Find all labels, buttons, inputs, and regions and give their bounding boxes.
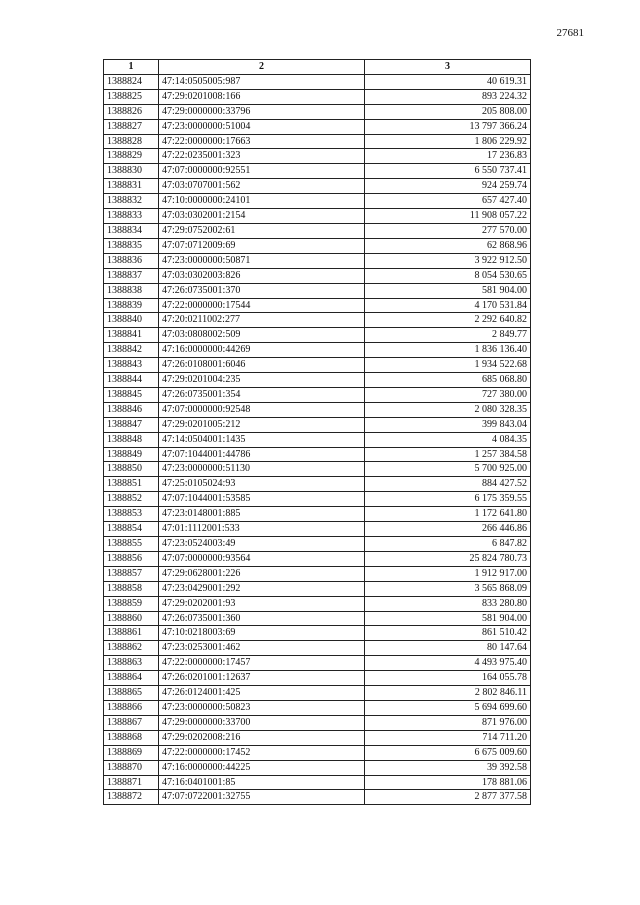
row-number-cell: 1388851	[104, 477, 159, 492]
table-row	[104, 194, 531, 209]
cadastral-number-cell: 47:25:0105024:93	[159, 477, 365, 492]
table-row	[104, 522, 531, 537]
table-row	[104, 566, 531, 581]
row-number-cell: 1388830	[104, 164, 159, 179]
value-cell: 1 806 229.92	[365, 134, 531, 149]
column-header-3: 3	[365, 60, 531, 75]
cadastral-number-cell: 47:10:0000000:24101	[159, 194, 365, 209]
table-row	[104, 119, 531, 134]
cadastral-number-cell: 47:07:0000000:93564	[159, 551, 365, 566]
value-cell: 893 224.32	[365, 89, 531, 104]
cadastral-number-cell: 47:29:0000000:33700	[159, 715, 365, 730]
table-row	[104, 104, 531, 119]
row-number-cell: 1388837	[104, 268, 159, 283]
cadastral-number-cell: 47:22:0000000:17663	[159, 134, 365, 149]
value-cell: 714 711.20	[365, 730, 531, 745]
table-row	[104, 313, 531, 328]
value-cell: 25 824 780.73	[365, 551, 531, 566]
cadastral-number-cell: 47:29:0202008:216	[159, 730, 365, 745]
row-number-cell: 1388866	[104, 700, 159, 715]
table-header	[104, 60, 531, 75]
value-cell: 6 675 009.60	[365, 745, 531, 760]
table-row	[104, 686, 531, 701]
cadastral-number-cell: 47:07:1044001:44786	[159, 447, 365, 462]
table-row	[104, 223, 531, 238]
row-number-cell: 1388872	[104, 790, 159, 805]
row-number-cell: 1388845	[104, 387, 159, 402]
cadastral-number-cell: 47:26:0201001:12637	[159, 671, 365, 686]
table-row	[104, 745, 531, 760]
column-header-1: 1	[104, 60, 159, 75]
row-number-cell: 1388865	[104, 686, 159, 701]
value-cell: 4 084.35	[365, 432, 531, 447]
cadastral-number-cell: 47:03:0302003:826	[159, 268, 365, 283]
table-row	[104, 760, 531, 775]
table-row	[104, 477, 531, 492]
row-number-cell: 1388840	[104, 313, 159, 328]
cadastral-number-cell: 47:23:0148001:885	[159, 507, 365, 522]
value-cell: 2 292 640.82	[365, 313, 531, 328]
cadastral-number-cell: 47:07:0712009:69	[159, 238, 365, 253]
value-cell: 685 068.80	[365, 373, 531, 388]
table-row	[104, 373, 531, 388]
cadastral-number-cell: 47:29:0000000:33796	[159, 104, 365, 119]
value-cell: 4 170 531.84	[365, 298, 531, 313]
table-row	[104, 626, 531, 641]
row-number-cell: 1388834	[104, 223, 159, 238]
row-number-cell: 1388867	[104, 715, 159, 730]
cadastral-number-cell: 47:26:0735001:370	[159, 283, 365, 298]
row-number-cell: 1388860	[104, 611, 159, 626]
row-number-cell: 1388827	[104, 119, 159, 134]
table-row	[104, 730, 531, 745]
table-row	[104, 298, 531, 313]
table-row	[104, 700, 531, 715]
row-number-cell: 1388825	[104, 89, 159, 104]
row-number-cell: 1388836	[104, 253, 159, 268]
value-cell: 1 934 522.68	[365, 358, 531, 373]
table-body	[104, 74, 531, 804]
row-number-cell: 1388832	[104, 194, 159, 209]
table-row	[104, 343, 531, 358]
cadastral-number-cell: 47:16:0000000:44225	[159, 760, 365, 775]
value-cell: 5 694 699.60	[365, 700, 531, 715]
table-row	[104, 283, 531, 298]
table-row	[104, 358, 531, 373]
cadastral-number-cell: 47:20:0211002:277	[159, 313, 365, 328]
cadastral-number-cell: 47:16:0401001:85	[159, 775, 365, 790]
table-row	[104, 462, 531, 477]
table-row	[104, 790, 531, 805]
value-cell: 2 849.77	[365, 328, 531, 343]
row-number-cell: 1388859	[104, 596, 159, 611]
row-number-cell: 1388862	[104, 641, 159, 656]
row-number-cell: 1388824	[104, 74, 159, 89]
cadastral-number-cell: 47:23:0000000:51004	[159, 119, 365, 134]
row-number-cell: 1388856	[104, 551, 159, 566]
cadastral-number-cell: 47:22:0000000:17457	[159, 656, 365, 671]
value-cell: 205 808.00	[365, 104, 531, 119]
table-row	[104, 417, 531, 432]
row-number-cell: 1388826	[104, 104, 159, 119]
value-cell: 657 427.40	[365, 194, 531, 209]
value-cell: 2 877 377.58	[365, 790, 531, 805]
cadastral-number-cell: 47:26:0735001:354	[159, 387, 365, 402]
table-row	[104, 551, 531, 566]
table-row	[104, 492, 531, 507]
table-row	[104, 179, 531, 194]
value-cell: 6 175 359.55	[365, 492, 531, 507]
value-cell: 266 446.86	[365, 522, 531, 537]
value-cell: 1 172 641.80	[365, 507, 531, 522]
table-row	[104, 149, 531, 164]
value-cell: 924 259.74	[365, 179, 531, 194]
table-row	[104, 671, 531, 686]
row-number-cell: 1388828	[104, 134, 159, 149]
row-number-cell: 1388848	[104, 432, 159, 447]
value-cell: 1 912 917.00	[365, 566, 531, 581]
row-number-cell: 1388854	[104, 522, 159, 537]
cadastral-number-cell: 47:07:0722001:32755	[159, 790, 365, 805]
cadastral-number-cell: 47:23:0000000:50871	[159, 253, 365, 268]
cadastral-number-cell: 47:29:0201004:235	[159, 373, 365, 388]
value-cell: 8 054 530.65	[365, 268, 531, 283]
row-number-cell: 1388868	[104, 730, 159, 745]
table-row	[104, 432, 531, 447]
table-row	[104, 447, 531, 462]
value-cell: 11 908 057.22	[365, 209, 531, 224]
table-row	[104, 268, 531, 283]
cadastral-number-cell: 47:29:0201005:212	[159, 417, 365, 432]
value-cell: 13 797 366.24	[365, 119, 531, 134]
table-row	[104, 74, 531, 89]
row-number-cell: 1388869	[104, 745, 159, 760]
value-cell: 1 836 136.40	[365, 343, 531, 358]
table-row	[104, 387, 531, 402]
row-number-cell: 1388833	[104, 209, 159, 224]
value-cell: 80 147.64	[365, 641, 531, 656]
value-cell: 727 380.00	[365, 387, 531, 402]
row-number-cell: 1388852	[104, 492, 159, 507]
value-cell: 39 392.58	[365, 760, 531, 775]
table-row	[104, 89, 531, 104]
row-number-cell: 1388844	[104, 373, 159, 388]
registry-table	[103, 59, 531, 805]
row-number-cell: 1388829	[104, 149, 159, 164]
table-row	[104, 402, 531, 417]
row-number-cell: 1388853	[104, 507, 159, 522]
cadastral-number-cell: 47:29:0752002:61	[159, 223, 365, 238]
cadastral-number-cell: 47:01:1112001:533	[159, 522, 365, 537]
cadastral-number-cell: 47:26:0735001:360	[159, 611, 365, 626]
value-cell: 178 881.06	[365, 775, 531, 790]
row-number-cell: 1388855	[104, 537, 159, 552]
cadastral-number-cell: 47:03:0707001:562	[159, 179, 365, 194]
value-cell: 40 619.31	[365, 74, 531, 89]
table-row	[104, 611, 531, 626]
row-number-cell: 1388864	[104, 671, 159, 686]
table-row	[104, 238, 531, 253]
value-cell: 581 904.00	[365, 283, 531, 298]
row-number-cell: 1388841	[104, 328, 159, 343]
cadastral-number-cell: 47:22:0000000:17452	[159, 745, 365, 760]
value-cell: 6 847.82	[365, 537, 531, 552]
value-cell: 861 510.42	[365, 626, 531, 641]
row-number-cell: 1388842	[104, 343, 159, 358]
row-number-cell: 1388838	[104, 283, 159, 298]
table-row	[104, 537, 531, 552]
value-cell: 62 868.96	[365, 238, 531, 253]
value-cell: 884 427.52	[365, 477, 531, 492]
value-cell: 17 236.83	[365, 149, 531, 164]
cadastral-number-cell: 47:14:0504001:1435	[159, 432, 365, 447]
table-row	[104, 641, 531, 656]
table-row	[104, 134, 531, 149]
row-number-cell: 1388857	[104, 566, 159, 581]
row-number-cell: 1388839	[104, 298, 159, 313]
value-cell: 3 565 868.09	[365, 581, 531, 596]
row-number-cell: 1388850	[104, 462, 159, 477]
table-row	[104, 581, 531, 596]
table-row	[104, 656, 531, 671]
cadastral-number-cell: 47:03:0302001:2154	[159, 209, 365, 224]
table-row	[104, 596, 531, 611]
row-number-cell: 1388858	[104, 581, 159, 596]
table-row	[104, 209, 531, 224]
value-cell: 4 493 975.40	[365, 656, 531, 671]
cadastral-number-cell: 47:26:0124001:425	[159, 686, 365, 701]
table-row	[104, 253, 531, 268]
cadastral-number-cell: 47:07:0000000:92551	[159, 164, 365, 179]
value-cell: 1 257 384.58	[365, 447, 531, 462]
row-number-cell: 1388863	[104, 656, 159, 671]
cadastral-number-cell: 47:23:0000000:51130	[159, 462, 365, 477]
row-number-cell: 1388847	[104, 417, 159, 432]
value-cell: 871 976.00	[365, 715, 531, 730]
cadastral-number-cell: 47:10:0218003:69	[159, 626, 365, 641]
cadastral-number-cell: 47:29:0201008:166	[159, 89, 365, 104]
cadastral-number-cell: 47:26:0108001:6046	[159, 358, 365, 373]
value-cell: 164 055.78	[365, 671, 531, 686]
row-number-cell: 1388861	[104, 626, 159, 641]
cadastral-number-cell: 47:07:1044001:53585	[159, 492, 365, 507]
page-number: 27681	[556, 27, 584, 39]
value-cell: 6 550 737.41	[365, 164, 531, 179]
value-cell: 277 570.00	[365, 223, 531, 238]
cadastral-number-cell: 47:03:0808002:509	[159, 328, 365, 343]
cadastral-number-cell: 47:16:0000000:44269	[159, 343, 365, 358]
cadastral-number-cell: 47:07:0000000:92548	[159, 402, 365, 417]
header-row	[104, 60, 531, 75]
value-cell: 581 904.00	[365, 611, 531, 626]
row-number-cell: 1388831	[104, 179, 159, 194]
cadastral-number-cell: 47:23:0429001:292	[159, 581, 365, 596]
table-row	[104, 164, 531, 179]
table-row	[104, 507, 531, 522]
table-row	[104, 328, 531, 343]
value-cell: 2 802 846.11	[365, 686, 531, 701]
row-number-cell: 1388846	[104, 402, 159, 417]
cadastral-number-cell: 47:23:0524003:49	[159, 537, 365, 552]
value-cell: 3 922 912.50	[365, 253, 531, 268]
row-number-cell: 1388849	[104, 447, 159, 462]
row-number-cell: 1388835	[104, 238, 159, 253]
cadastral-number-cell: 47:29:0202001:93	[159, 596, 365, 611]
value-cell: 2 080 328.35	[365, 402, 531, 417]
value-cell: 5 700 925.00	[365, 462, 531, 477]
column-header-2: 2	[159, 60, 365, 75]
value-cell: 833 280.80	[365, 596, 531, 611]
row-number-cell: 1388843	[104, 358, 159, 373]
cadastral-number-cell: 47:14:0505005:987	[159, 74, 365, 89]
cadastral-number-cell: 47:23:0253001:462	[159, 641, 365, 656]
value-cell: 399 843.04	[365, 417, 531, 432]
row-number-cell: 1388870	[104, 760, 159, 775]
cadastral-number-cell: 47:22:0000000:17544	[159, 298, 365, 313]
cadastral-number-cell: 47:29:0628001:226	[159, 566, 365, 581]
cadastral-number-cell: 47:22:0235001:323	[159, 149, 365, 164]
table-row	[104, 775, 531, 790]
cadastral-number-cell: 47:23:0000000:50823	[159, 700, 365, 715]
table-row	[104, 715, 531, 730]
row-number-cell: 1388871	[104, 775, 159, 790]
